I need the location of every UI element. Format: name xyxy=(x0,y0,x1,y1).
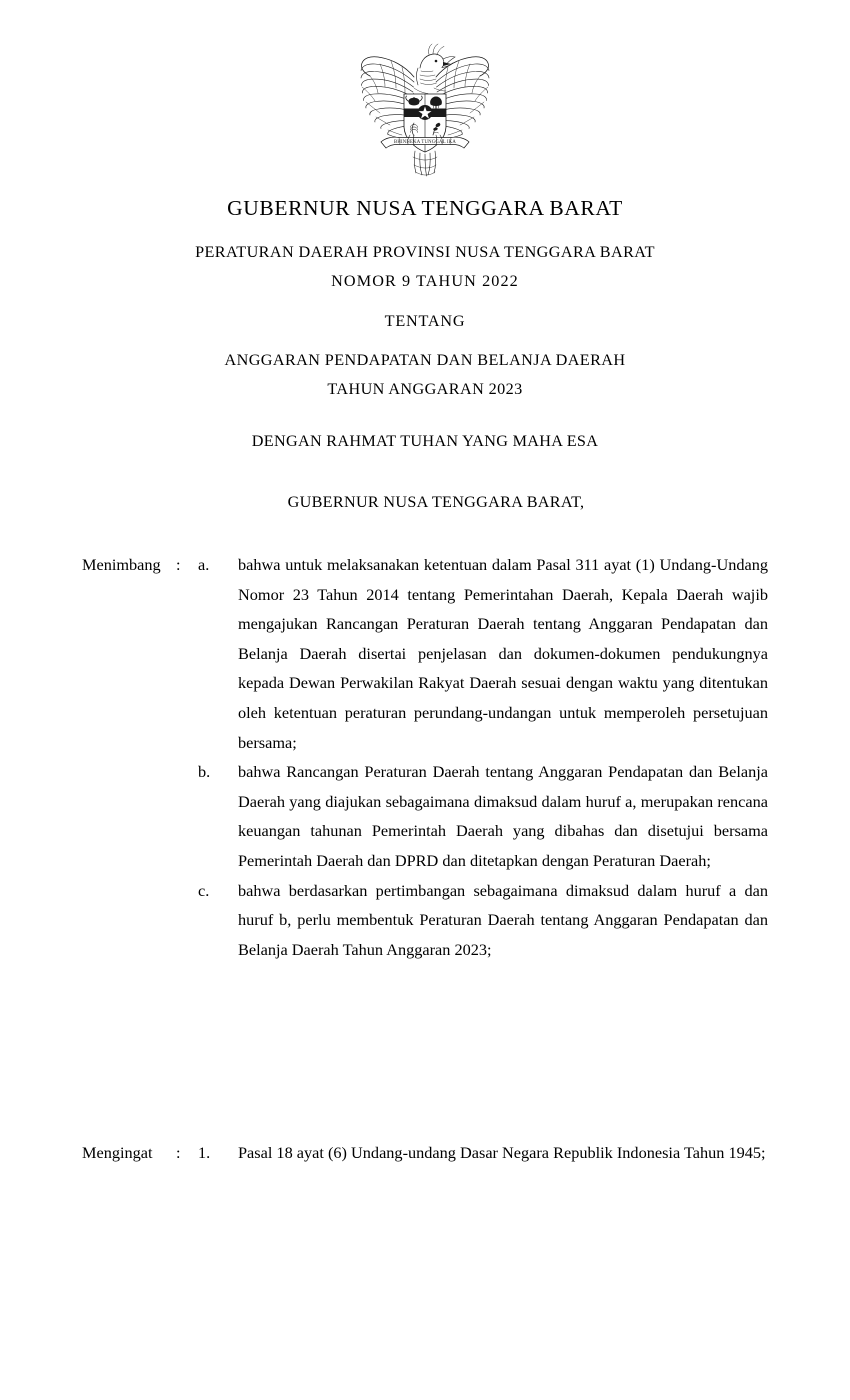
item-marker-a: a. xyxy=(198,555,210,574)
garuda-pancasila-emblem xyxy=(350,42,500,180)
svg-text:BHINNEKA TUNGGAL IKA: BHINNEKA TUNGGAL IKA xyxy=(393,140,457,145)
page-title: GUBERNUR NUSA TENGGARA BARAT xyxy=(227,196,623,220)
tentang-label: TENTANG xyxy=(384,312,466,330)
subject-line-1: ANGGARAN PENDAPATAN DAN BELANJA DAERAH xyxy=(224,351,626,369)
emblem-container xyxy=(0,42,850,185)
clause-item-a xyxy=(82,550,768,757)
clause-label-mengingat: Mengingat xyxy=(82,1143,153,1162)
regulation-line: PERATURAN DAERAH PROVINSI NUSA TENGGARA BARAT xyxy=(195,243,655,261)
item-marker-b: b. xyxy=(198,762,211,782)
regulation-number: NOMOR 9 TAHUN 2022 xyxy=(331,272,519,290)
clause-item-b xyxy=(82,757,768,875)
blessing-line: DENGAN RAHMAT TUHAN YANG MAHA ESA xyxy=(251,432,599,450)
clause-colon: : xyxy=(176,555,181,574)
subject-line-2: TAHUN ANGGARAN 2023 xyxy=(327,380,523,398)
clause-item-c xyxy=(82,876,768,965)
clause-item-1 xyxy=(82,1138,768,1168)
item-text-a: bahwa untuk melaksanakan ketentuan dalam Pasal 311 ayat (1) Undang-Undang Nomor 23 Tahun 2014 tentang Pemerintahan Daerah, Kepala Daerah wajib mengajukan Rancangan Peraturan Daerah tentang Anggaran Pendapatan dan Belanja Daerah disertai penjelasan dan dokumen-dokumen pendukungnya kepada Dewan Perwakilan Rakyat Daerah sesuai dengan waktu yang ditentukan oleh ketentuan peraturan perundang-undangan untuk memperoleh persetujuan bersama; xyxy=(238,555,768,752)
signatory-line: GUBERNUR NUSA TENGGARA BARAT, xyxy=(287,493,585,511)
clause-colon: : xyxy=(176,1143,181,1162)
clause-label-menimbang: Menimbang xyxy=(82,555,161,574)
item-text-c: bahwa berdasarkan pertimbangan sebagaimana dimaksud dalam huruf a dan huruf b, perlu membentuk Peraturan Daerah tentang Anggaran Pendapatan dan Belanja Daerah Tahun Anggaran 2023; xyxy=(238,880,768,959)
item-text-1: Pasal 18 ayat (6) Undang-undang Dasar Negara Republik Indonesia Tahun 1945; xyxy=(238,1143,766,1162)
clause-menimbang xyxy=(82,550,768,964)
item-text-b: bahwa Rancangan Peraturan Daerah tentang Anggaran Pendapatan dan Belanja Daerah yang diajukan sebagaimana dimaksud dalam huruf a, merupakan rencana keuangan tahunan Pemerintah Daerah yang dibahas dan disetujui bersama Pemerintah Daerah dan DPRD dan ditetapkan dengan Peraturan Daerah; xyxy=(238,762,768,870)
clause-mengingat xyxy=(82,1138,768,1168)
item-marker-c: c. xyxy=(198,880,210,900)
item-marker-1: 1. xyxy=(198,1143,211,1162)
